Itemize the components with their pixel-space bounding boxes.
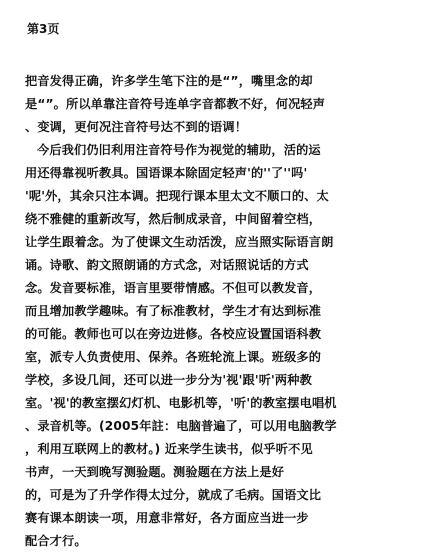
text-line: 室，派专人负责使用、保养。各班轮流上课。班级多的 [25, 350, 322, 364]
text-line: 是“”。所以单靠注音符号连单字音都教不好，何况轻声 [25, 97, 326, 111]
page-number: 第3页 [27, 22, 60, 36]
text-line: '呢'外，其余只注本调。把现行课本里太文不顺口的、太 [25, 189, 329, 203]
text-line: ，利用互联网上的教材。) 近来学生读书，似乎听不见 [25, 442, 313, 456]
paragraph-start-line: 今后我们仍旧利用注音符号作为视觉的辅助，活的运 [37, 143, 321, 157]
text-line: 的可能。教师也可以在旁边进修。各校应设置国语科教 [25, 327, 322, 341]
text-line: 绕不雅健的重新改写，然后制成录音，中间留着空档， [25, 212, 322, 226]
text-line: 、录音机等。(2005年註：电脑普遍了，可以用电脑教学 [25, 419, 337, 433]
text-line: 而且增加教学趣味。有了标准教材，学生才有达到标准 [25, 304, 322, 318]
text-line: 念。发音要标准，语言里要带情感。不但可以教发音， [25, 281, 322, 295]
text-line: 配合才行。 [25, 534, 87, 548]
text-line: 诵。诗歌、韵文照朗诵的方式念，对话照说话的方式 [25, 258, 309, 272]
text-line: 赛有课本朗读一项，用意非常好，各方面应当进一步 [25, 511, 309, 525]
text-line: 把音发得正确，许多学生笔下注的是“”，嘴里念的却 [25, 74, 313, 88]
text-line: 学校，多设几间，还可以进一步分为'视'跟'听'两种教 [25, 373, 312, 387]
text-line: 用还得靠视听教具。国语课本除固定轻声'的''了''吗' [25, 166, 308, 180]
text-line: 书声，一天到晚写测验题。测验题在方法上是好 [25, 465, 285, 479]
body-text [25, 70, 410, 553]
text-line: 、变调，更何况注音符号达不到的语调！ [25, 120, 248, 134]
text-line: 室。'视'的教室摆幻灯机、电影机等，'听'的教室摆电唱机 [25, 396, 337, 410]
text-line: 的，可是为了升学作得太过分，就成了毛病。国语文比 [25, 488, 322, 502]
text-line: 让学生跟着念。为了使课文生动活泼，应当照实际语言朗 [25, 235, 334, 249]
